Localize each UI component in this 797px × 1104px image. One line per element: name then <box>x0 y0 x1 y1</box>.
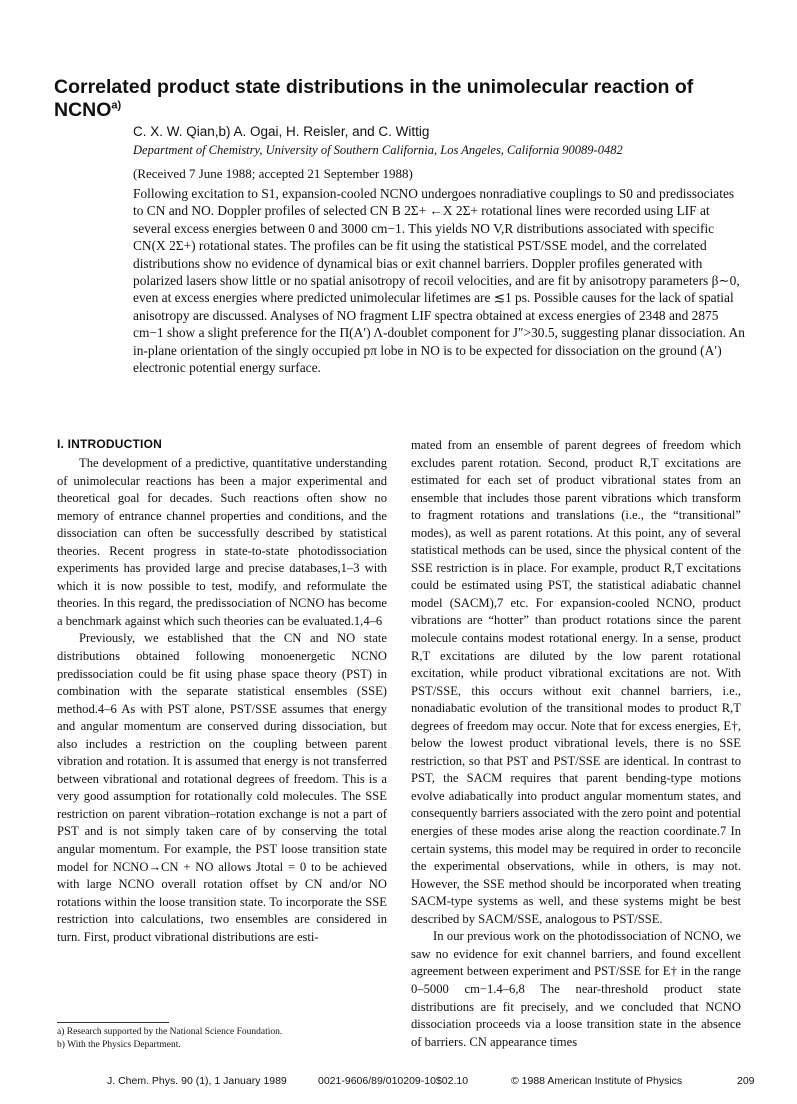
abstract <box>133 185 745 376</box>
footnote-a: a) Research supported by the National Science Foundation. <box>57 1027 283 1037</box>
footnote-b: b) With the Physics Department. <box>57 1040 181 1050</box>
title-text: Correlated product state distributions in the unimolecular reaction of NCNO <box>54 76 694 121</box>
author-list: C. X. W. Qian,b) A. Ogai, H. Reisler, and C. Wittig <box>133 124 430 139</box>
body-column-right <box>411 437 741 1051</box>
paragraph: In our previous work on the photodissociation of NCNO, we saw no evidence for exit channel barriers, and found excellent agreement between experiment and PST/SSE for E† in the range 0–5000 cm−1.4–6,8 The near-threshold product state distributions are fit precisely, and we concluded that NCNO dissociation proceeds via a loose transition state in the absence of barriers. CN appearance times <box>411 929 741 1049</box>
affiliation: Department of Chemistry, University of Southern California, Los Angeles, California 90089-0482 <box>133 143 623 157</box>
received-dates: (Received 7 June 1988; accepted 21 September 1988) <box>133 166 413 181</box>
title-footnote-mark: a) <box>111 99 122 112</box>
footnote-divider <box>57 1022 169 1023</box>
footnotes <box>57 1026 282 1052</box>
abstract-text: Following excitation to S1, expansion-cooled NCNO undergoes nonradiative couplings to S0 and predissociates to CN and NO. Doppler profiles of selected CN B 2Σ+ ←X 2Σ+ rotational lines were recorded using LIF at several excess energies between 0 and 3000 cm−1. This yields NO V,R distributions associated with specific CN(X 2Σ+) rotational states. The profiles can be fit using the statistical PST/SSE model, and the correlated distributions show no evidence of dynamical bias or exit channel barriers. Doppler profiles generated with polarized lasers show little or no spatial anisotropy of recoil velocities, and are fit by anisotropy parameters β∼0, even at excess energies where predicted unimolecular lifetimes are ≲1 ps. Possible causes for the lack of spatial anisotropy are discussed. Analyses of NO fragment LIF spectra obtained at excess energies of 2348 and 2875 cm−1 show a slight preference for the Π(A′) Λ-doublet component for J″>30.5, suggesting planar dissociation. An in-plane orientation of the singly occupied pπ lobe in NO is to be expected for dissociation on the ground (A′) electronic potential energy surface. <box>133 186 745 376</box>
footer-copyright: © 1988 American Institute of Physics <box>511 1075 683 1087</box>
paper-title <box>54 76 754 122</box>
body-column-left <box>57 455 387 946</box>
paragraph: mated from an ensemble of parent degrees of freedom which excludes parent rotation. Second, product R,T excitations are estimated for each set of product vibrational states from an ensemble that includes those parent vibrations which transform to fragment rotations and translations (i.e., the “transitional” modes), as well as parent rotations. At this point, any of several statistical methods can be used, since the physical content of the SSE restriction is in place. For example, product R,T excitations could be estimated using PST, the statistical adiabatic channel model (SACM),7 etc. For expansion-cooled NCNO, product vibrations are “hotter” than product rotations since the parent molecule contains modest rotational energy. In a sense, product R,T excitations are diluted by the low parent rotational excitation, while product vibrational excitations are not. With PST/SSE, this occurs without exit channel barriers, i.e., nonadiabatic evolution of the transitional modes to product R,T degrees of freedom may occur. Note that for excess energies, E†, below the lowest product vibrational levels, there is no SSE restriction, so that PST and PST/SSE are identical. In contrast to PST, the SACM requires that parent bending-type motions evolve adiabatically into product angular momentum states, and consequently barriers associated with the zero point and potential energies of these modes arise along the reaction coordinate.7 In certain systems, this model may be required in order to reconcile the experimental observations, while in others, is may not. However, the SSE method should be incorporated when treating SACM-type systems as well, and these systems might be best described by SACM/SSE, analogous to PST/SSE. <box>411 438 741 926</box>
page-number: 209 <box>737 1075 755 1087</box>
footer-journal-citation: J. Chem. Phys. 90 (1), 1 January 1989 <box>107 1075 287 1087</box>
paragraph: The development of a predictive, quantitative understanding of unimolecular reactions has been a major experimental and theoretical goal for decades. Such reactions often show no memory of entrance channel properties and conditions, and the dissociation can often be successfully described by statistical theories. Recent progress in state-to-state photodissociation experiments has provided large and precise databases,1–3 with which it is now possible to test, modify, and reformulate the theories. In this regard, the predissociation of NCNO has become a benchmark against which such theories can be evaluated.1,4–6 <box>57 456 387 628</box>
paragraph: Previously, we established that the CN and NO state distributions obtained following monoenergetic NCNO predissociation could be fit using phase space theory (PST) in combination with the separate statistical ensembles (SSE) method.4–6 As with PST alone, PST/SSE assumes that energy and angular momentum are conserved during dissociation, but also includes a restriction on the coupling between parent vibration and rotation. It is assumed that energy is not transferred between vibrational and rotational degrees of freedom. This is a very good assumption for rotationally cold molecules. The SSE restriction on parent vibration–rotation exchange is not a part of PST and is not simply taken care of by conserving the total angular momentum. For example, the PST loose transition state model for NCNO→CN + NO allows Jtotal = 0 to be achieved with large NCNO overall rotation offset by CN and/or NO rotations within the loose transition state. To incorporate the SSE restriction into calculations, two ensembles are considered in turn. First, product vibrational distributions are esti- <box>57 631 387 944</box>
footer-article-code: 0021-9606/89/010209-10$02.10 <box>318 1075 469 1087</box>
section-heading-introduction: I. INTRODUCTION <box>57 437 162 451</box>
